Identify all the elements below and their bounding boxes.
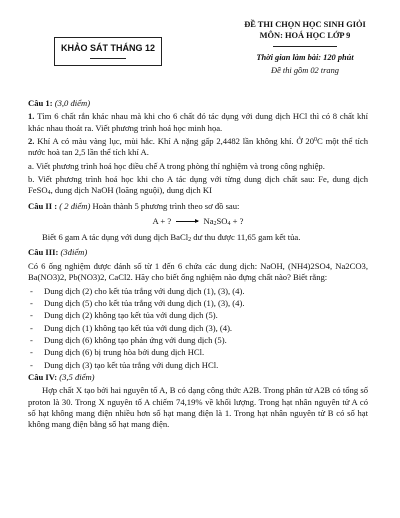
reaction-arrow [176, 221, 198, 222]
question-2-text: Biết 6 gam A tác dụng với dung dịch BaCl$_2$ dư thu được 11,65 gam kết tủa. [42, 231, 301, 243]
question-2 [28, 201, 368, 244]
question-1-sub-a: a. Viết phương trình hoá học điều chế A trong phòng thí nghiệm và trong công nghiệp. [28, 160, 325, 171]
question-2-points: ( 2 điểm) [59, 201, 91, 212]
exam-info [200, 20, 400, 77]
condition-item: - Dung dịch (3) tạo kết tủa trắng với dung dịch HCl. [28, 360, 368, 371]
question-1-label: Câu 1: [28, 98, 53, 108]
exam-time: Thời gian làm bài: 120 phút [256, 52, 354, 62]
header-rule [273, 46, 337, 47]
condition-item: - Dung dịch (6) không tạo phản ứng với dung dịch (5). [28, 335, 368, 346]
condition-item: - Dung dịch (6) bị trung hòa bởi dung dịch HCl. [28, 347, 368, 358]
exam-title: ĐỀ THI CHỌN HỌC SINH GIỎI [244, 20, 366, 29]
question-3-title [28, 247, 368, 258]
question-3-label: Câu III: [28, 247, 59, 258]
question-1-part-1: 1. Tìm 6 chất rắn khác nhau mà khi cho 6 chất đó tác dụng với dung dịch HCl thì có 8 chất khí khác nhau thoát ra. Viết phương trình hoá học minh họa. [28, 111, 368, 133]
question-4-points: (3,5 điểm) [59, 371, 95, 382]
question-1-sub-b: b. Viết phương trình hoá học khi cho A tác dụng với từng dung dịch chất sau: Fe, dung dịch FeSO$_4$, dung dịch NaOH (loãng nguội), dung dịch KI [28, 174, 368, 197]
condition-item: - Dung dịch (2) cho kết tủa trắng với dung dịch (1), (3), (4). [28, 286, 368, 297]
exam-subject: MÔN: HOÁ HỌC LỚP 9 [259, 30, 351, 40]
question-1-title [28, 98, 368, 109]
question-4-title [28, 372, 368, 383]
question-4-text: Hợp chất X tạo bởi hai nguyên tố A, B có dạng công thức A2B. Trong phân tử A2B có tổng số proton là 30. Trong X nguyên tố A chiếm 74,19% về khối lượng. Trong hạt nhân nguyên tử A có số hạt không mang điện nhiều hơn số hạt mang điện là 1. Trong hạt nhân nguyên tử B có số hạt không mang điện bằng số hạt mang điện. [28, 385, 368, 430]
question-1-points: (3,0 điểm) [54, 98, 91, 108]
question-3-points: (3điểm) [60, 247, 88, 258]
question-3-conditions [28, 286, 368, 371]
survey-label-box [54, 37, 162, 66]
survey-label-underline [90, 58, 126, 59]
condition-item: - Dung dịch (1) không tạo kết tủa với dung dịch (3), (4). [28, 323, 368, 334]
question-2-title [28, 201, 368, 212]
condition-item: - Dung dịch (5) cho kết tủa trắng với dung dịch (1), (3), (4). [28, 298, 368, 309]
exam-pages: Đề thi gồm 02 trang [271, 65, 339, 75]
question-4 [28, 372, 368, 431]
question-1-part-2: 2. Khí A có màu vàng lục, mùi hắc. Khí A nặng gấp 2,4482 lần không khí. Ở $20^0C$ một thể tích nước hoà tan 2,5 lần thể tích khí A. [28, 136, 368, 158]
exam-header [28, 0, 368, 95]
condition-item: - Dung dịch (2) không tạo kết tủa với dung dịch (5). [28, 310, 368, 321]
question-1 [28, 98, 368, 198]
question-2-label: Câu II : [28, 201, 58, 212]
question-2-intro: Hoàn thành 5 phương trình theo sơ đồ sau: [92, 201, 240, 212]
question-4-label: Câu IV: [28, 371, 58, 382]
survey-label: KHẢO SÁT THÁNG 12 [60, 43, 155, 53]
question-3-intro: Có 6 ống nghiệm được đánh số từ 1 đến 6 chứa các dung dịch: NaOH, (NH4)2SO4, Na2CO3, Ba(NO3)2, Pb(NO3)2, CaCl2. Hãy cho biết ống nghiệm nào đựng chất nào? Biết rằng: [28, 260, 368, 283]
question-3 [28, 247, 368, 370]
reaction-scheme: A + ? $Na_2SO_4$ + ? [152, 215, 244, 227]
